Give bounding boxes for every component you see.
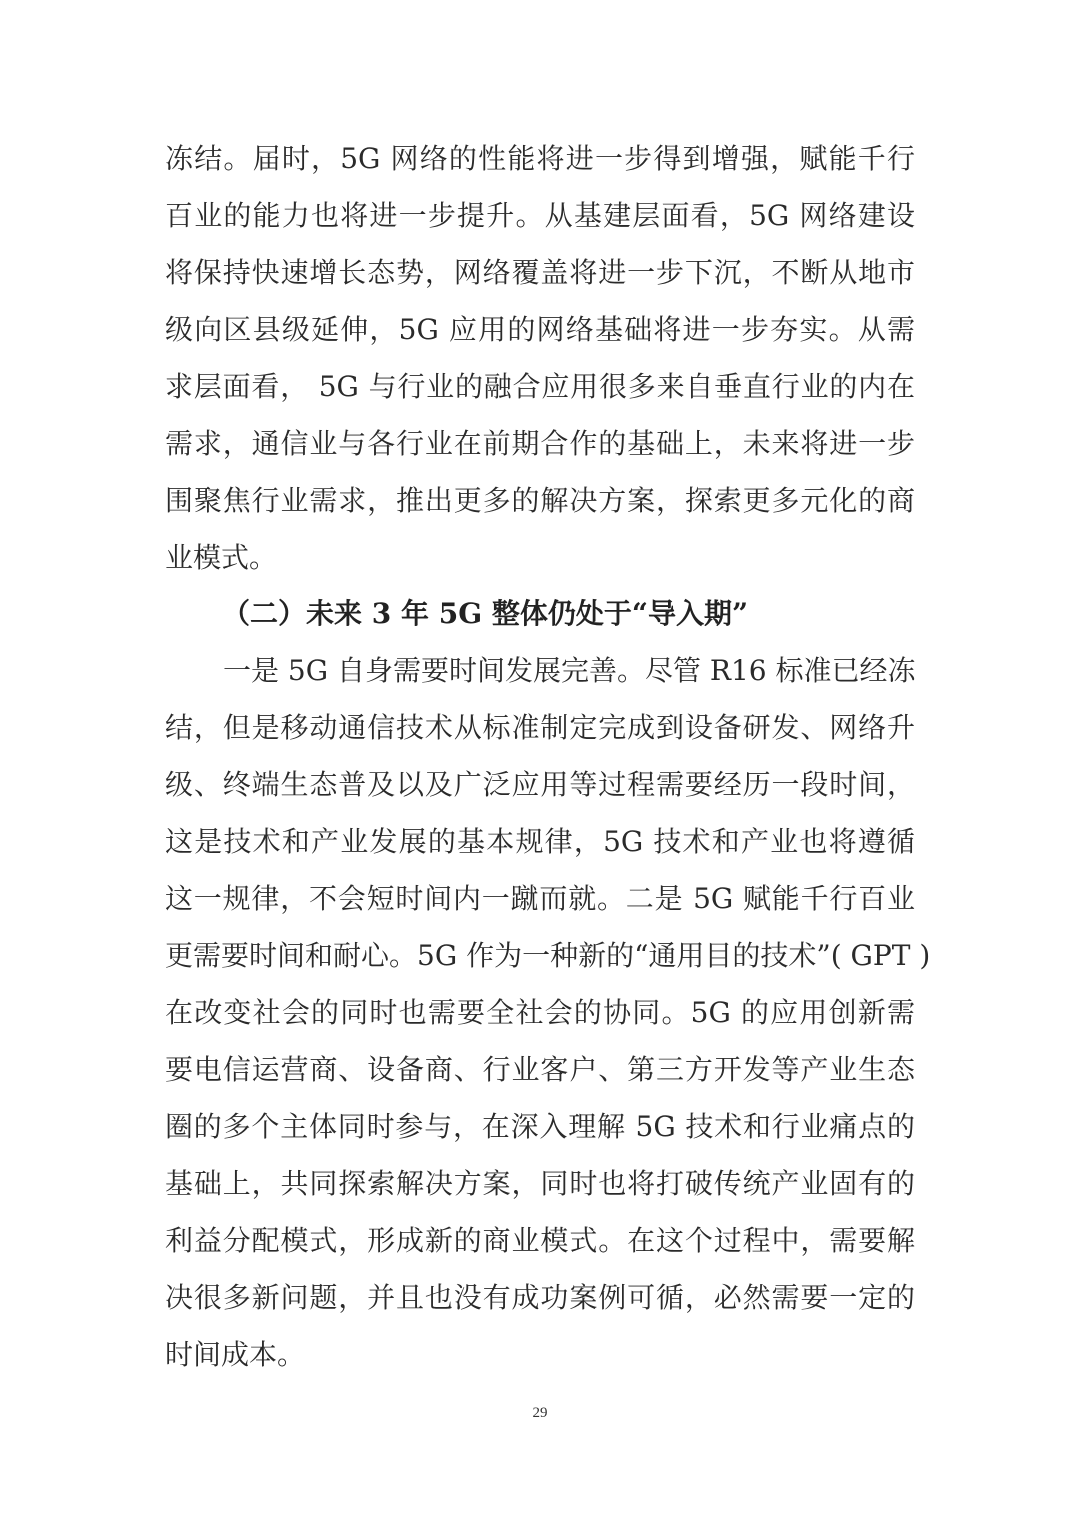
text-line: 求层面看， 5G 与行业的融合应用很多来自垂直行业的内在 xyxy=(165,370,915,403)
page-number: 29 xyxy=(532,1405,548,1421)
text-line: 将保持快速增长态势，网络覆盖将进一步下沉，不断从地市 xyxy=(165,256,915,289)
text-line: 在改变社会的同时也需要全社会的协同。5G 的应用创新需 xyxy=(165,996,915,1029)
text-line: 利益分配模式，形成新的商业模式。在这个过程中，需要解 xyxy=(165,1224,915,1257)
text-line: 这一规律，不会短时间内一蹴而就。二是 5G 赋能千行百业 xyxy=(165,882,915,915)
text-line: 围聚焦行业需求，推出更多的解决方案，探索更多元化的商 xyxy=(165,484,915,517)
text-line: 业模式。 xyxy=(165,541,278,574)
text-line: 级、终端生态普及以及广泛应用等过程需要经历一段时间， xyxy=(165,768,915,801)
text-line: 基础上，共同探索解决方案，同时也将打破传统产业固有的 xyxy=(165,1167,915,1200)
section-heading: （二）未来 3 年 5G 整体仍处于“导入期” xyxy=(222,597,749,630)
text-line: 时间成本。 xyxy=(165,1338,306,1371)
body-paragraph-1 xyxy=(165,130,915,586)
text-line: 需求，通信业与各行业在前期合作的基础上，未来将进一步 xyxy=(165,427,915,460)
text-line: 结，但是移动通信技术从标准制定完成到设备研发、网络升 xyxy=(165,711,915,744)
text-line: 决很多新问题，并且也没有成功案例可循，必然需要一定的 xyxy=(165,1281,915,1314)
text-line: 一是 5G 自身需要时间发展完善。尽管 R16 标准已经冻 xyxy=(223,654,916,687)
text-line: 更需要时间和耐心。5G 作为一种新的“通用目的技术”( GPT ) xyxy=(165,939,931,972)
text-line: 要电信运营商、设备商、行业客户、第三方开发等产业生态 xyxy=(165,1053,915,1086)
text-line: 级向区县级延伸，5G 应用的网络基础将进一步夯实。从需 xyxy=(165,313,915,346)
text-line: 这是技术和产业发展的基本规律，5G 技术和产业也将遵循 xyxy=(165,825,915,858)
text-line: 冻结。届时，5G 网络的性能将进一步得到增强，赋能千行 xyxy=(165,142,915,175)
text-line: 圈的多个主体同时参与，在深入理解 5G 技术和行业痛点的 xyxy=(165,1110,915,1143)
body-paragraph-2 xyxy=(165,642,931,1383)
text-line: 百业的能力也将进一步提升。从基建层面看，5G 网络建设 xyxy=(165,199,915,232)
